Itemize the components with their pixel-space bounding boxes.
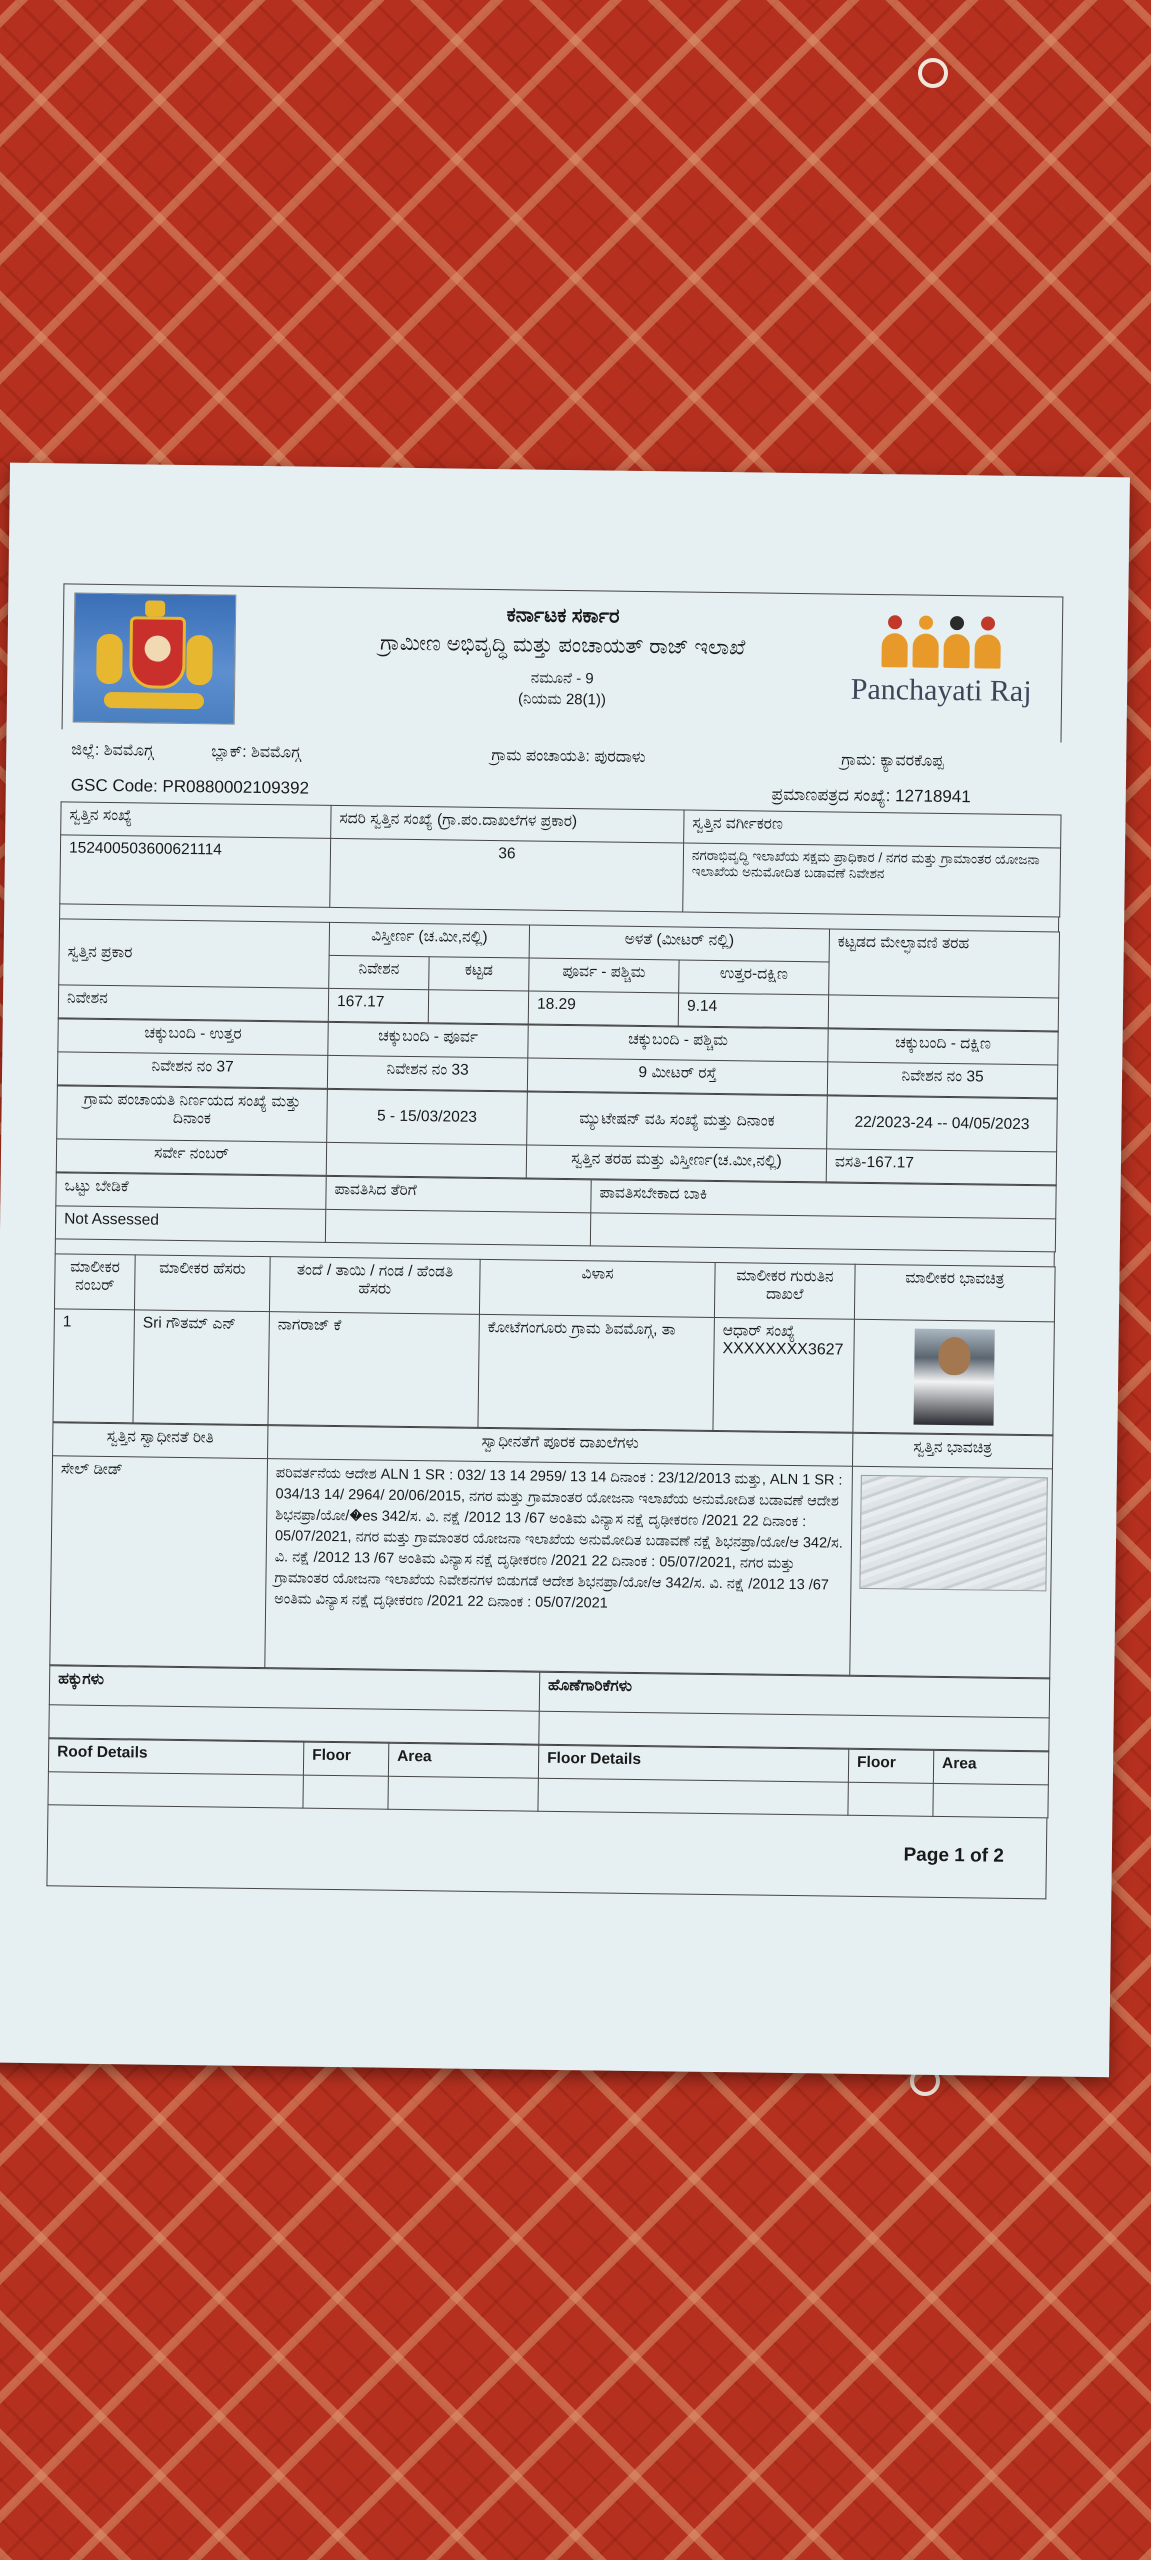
survey-number <box>326 1142 526 1178</box>
form-number: ನಮೂನೆ - 9 <box>530 669 594 688</box>
old-number: 36 <box>330 838 684 912</box>
supporting-docs-header: ಸ್ವಾಧೀನತೆಗೆ ಪೂರಕ ದಾಖಲೆಗಳು <box>268 1426 853 1467</box>
panchayati-raj-text: Panchayati Raj <box>850 672 1032 709</box>
thread-loop <box>918 58 948 88</box>
resolution-table <box>56 1085 1058 1185</box>
form-9-document <box>46 583 1063 1899</box>
owner-name: Sri ಗೌತಮ್ ಎನ್ <box>133 1310 269 1425</box>
survey-number-header: ಸರ್ವೇ ನಂಬರ್ <box>56 1139 326 1176</box>
balance-due <box>590 1213 1055 1252</box>
taluk: ಬ್ಲಾಕ್: ಶಿವಮೊಗ್ಗ <box>211 743 301 762</box>
dimensions-header: ಅಳತೆ (ಮೀಟರ್ ನಲ್ಲಿ) <box>529 925 829 962</box>
owner-photo <box>913 1329 994 1426</box>
south-boundary: ನಿವೇಶನ ನಂ 35 <box>827 1062 1057 1098</box>
roof-details-header: Roof Details <box>48 1739 303 1775</box>
classification: ನಗರಾಭಿವೃದ್ಧಿ ಇಲಾಖೆಯ ಸಕ್ಷಮ ಪ್ರಾಧಿಕಾರ / ನಗರ ಮತ್ತು ಗ್ರಾಮಾಂತರ ಯೋಜನಾ ಇಲಾಖೆಯ ಅನುಮೋದಿತ ಬಡಾವಣೆ ನಿವೇಶನ <box>683 843 1061 917</box>
gp-resolution: 5 - 15/03/2023 <box>327 1089 528 1145</box>
floor-cell <box>303 1775 388 1809</box>
property-type: ನಿವೇಶನ <box>58 985 328 1022</box>
old-number-header: ಸದರಿ ಸ್ವತ್ತಿನ ಸಂಖ್ಯೆ (ಗ್ರಾ.ಪಂ.ದಾಖಲೆಗಳ ಪ್ರಕಾರ) <box>331 805 684 843</box>
owner-address: ಕೋಟೆಗಂಗೂರು ಗ್ರಾಮ ಶಿವಮೊಗ್ಗ, ತಾ <box>478 1314 714 1430</box>
supporting-docs: ಪರಿವರ್ತನೆಯ ಆದೇಶ ALN 1 SR : 032/ 13 14 2959/ 13 14 ದಿನಾಂಕ : 23/12/2013 ಮತ್ತು, ALN 1 SR : 034/13 14/ 2964/ 20/06/2015, ನಗರ ಮತ್ತು ಗ್ರಾಮಾಂತರ ಯೋಜನಾ ಇಲಾಖೆಯ ಅನುಮೋದಿತ ಬಡಾವಣೆ ಆದೇಶ ಶಿಭನಪ್ರಾ/ಯೋ/�es 342/ಸ. ವಿ. ನಕ್ಷೆ /2012 13 /67 ಅಂತಿಮ ವಿನ್ಯಾಸ ನಕ್ಷೆ ದೃಢೀಕರಣ /2021 22 ದಿನಾಂಕ : 05/07/2021, ನಗರ ಮತ್ತು ಗ್ರಾಮಾಂತರ ಯೋಜನಾ ಇಲಾಖೆಯ ಅನುಮೋದಿತ ಬಡಾವಣೆ ನಕ್ಷೆ ಶಿಭನಪ್ರಾ/ಯೋ/ಆ 342/ಸ. ವಿ. ನಕ್ಷೆ /2012 13 /67 ಅಂತಿಮ ವಿನ್ಯಾಸ ನಕ್ಷೆ ದೃಢೀಕರಣ /2021 22 ದಿನಾಂಕ : 05/07/2021, ನಗರ ಮತ್ತು ಗ್ರಾಮಾಂತರ ಯೋಜನಾ ಇಲಾಖೆಯ ನಿವೇಶನಗಳ ಬಿಡುಗಡೆ ಆದೇಶ ಶಿಭನಪ್ರಾ/ಯೋ/ಆ 342/ಸ. ವಿ. ನಕ್ಷೆ /2012 13 /67 ಅಂತಿಮ ವಿನ್ಯಾಸ ನಕ್ಷೆ ದೃಢೀಕರಣ /2021 22 ದಿನಾಂಕ : 05/07/2021 <box>265 1459 853 1676</box>
document-paper <box>0 463 1130 2078</box>
west-boundary: 9 ಮೀಟರ್ ರಸ್ತೆ <box>527 1058 827 1095</box>
floor-header-2: Floor <box>848 1749 933 1783</box>
total-demand-header: ಒಟ್ಟು ಬೇಡಿಕೆ <box>56 1173 326 1210</box>
panchayati-raj-arches-icon <box>881 615 1002 669</box>
property-type-header: ಸ್ವತ್ತಿನ ಪ್ರಕಾರ <box>59 919 330 989</box>
area-header-1: Area <box>388 1743 538 1778</box>
relation-name: ನಾಗರಾಜ್ ಕೆ <box>268 1312 479 1428</box>
acquisition-mode: ಸೇಲ್ ಡೀಡ್ <box>50 1456 268 1668</box>
acquisition-table <box>49 1422 1053 1678</box>
mutation-header: ಮ್ಯುಟೇಷನ್ ವಹಿ ಸಂಖ್ಯೆ ಮತ್ತು ದಿನಾಂಕ <box>527 1092 828 1149</box>
classification-header: ಸ್ವತ್ತಿನ ವರ್ಗೀಕರಣ <box>684 810 1061 848</box>
property-photo <box>859 1475 1047 1591</box>
address-header: ವಿಳಾಸ <box>479 1259 715 1317</box>
property-photo-cell <box>850 1466 1053 1678</box>
tax-paid-header: ಪಾವತಿಸಿದ ತೆರಿಗೆ <box>326 1176 591 1212</box>
property-id-header: ಸ್ವತ್ತಿನ ಸಂಖ್ಯೆ <box>61 802 331 839</box>
gsc-code: GSC Code: PR0880002109392 <box>70 775 310 798</box>
district: ಜಿಲ್ಲೆ: ಶಿವಮೊಗ್ಗ <box>71 741 154 760</box>
tax-paid <box>325 1209 590 1245</box>
property-id: 152400503600621114 <box>60 835 331 908</box>
page-number: Page 1 of 2 <box>903 1844 1005 1867</box>
mutation: 22/2023-24 -- 04/05/2023 <box>827 1096 1058 1152</box>
rule-number: (ನಿಯಮ 28(1)) <box>517 690 607 709</box>
roof-type <box>828 995 1058 1031</box>
north-south: 9.14 <box>678 993 828 1028</box>
floor-cell <box>388 1776 538 1811</box>
floor-cell <box>933 1783 1048 1818</box>
gp-resolution-header: ಗ್ರಾಮ ಪಂಚಾಯತಿ ನಿರ್ಣಯದ ಸಂಖ್ಯೆ ಮತ್ತು ದಿನಾಂಕ <box>57 1086 328 1143</box>
panchayati-raj-logo <box>841 615 1042 728</box>
east-west-header: ಪೂರ್ವ - ಪಶ್ಚಿಮ <box>529 958 679 993</box>
type-and-area-header: ಸ್ವತ್ತಿನ ತರಹ ಮತ್ತು ವಿಸ್ತೀರ್ಣ(ಚ.ಮೀ,ನಲ್ಲಿ) <box>526 1145 826 1182</box>
id-proof <box>713 1317 854 1432</box>
village: ಗ್ರಾಮ: ಕ್ಯಾವರಕೊಪ್ಪ <box>841 751 944 770</box>
south-boundary-header: ಚಕ್ಕುಬಂದಿ - ದಕ್ಷಿಣ <box>828 1029 1058 1065</box>
floor-cell <box>848 1782 933 1816</box>
id-proof-label: ಆಧಾರ್ ಸಂಖ್ಯೆ <box>722 1322 796 1341</box>
type-and-area: ವಸತಿ-167.17 <box>826 1149 1056 1185</box>
area-header: ವಿಸ್ತೀರ್ಣ (ಚ.ಮೀ,ನಲ್ಲಿ) <box>329 922 529 958</box>
id-proof-number: XXXXXXXX3627 <box>722 1340 844 1359</box>
east-west: 18.29 <box>528 991 678 1026</box>
east-boundary-header: ಚಕ್ಕುಬಂದಿ - ಪೂರ್ವ <box>328 1022 528 1058</box>
west-boundary-header: ಚಕ್ಕುಬಂದಿ - ಪಶ್ಚಿಮ <box>528 1025 828 1062</box>
relation-name-header: ತಂದೆ / ತಾಯಿ / ಗಂಡ / ಹೆಂಡತಿ ಹೆಸರು <box>269 1257 480 1315</box>
site-area: 167.17 <box>328 988 428 1022</box>
floor-cell <box>538 1778 848 1815</box>
id-proof-header: ಮಾಲೀಕರ ಗುರುತಿನ ದಾಖಲೆ <box>714 1262 855 1319</box>
area-header-2: Area <box>933 1750 1048 1785</box>
site-header: ನಿವೇಶನ <box>329 955 429 989</box>
owner-photo-cell <box>853 1319 1054 1435</box>
document-footer <box>46 1805 1047 1899</box>
document-header <box>62 583 1064 742</box>
total-demand: Not Assessed <box>55 1206 325 1243</box>
rights-table <box>48 1665 1050 1751</box>
owner-number-header: ಮಾಲೀಕರ ನಂಬರ್ <box>54 1254 135 1310</box>
north-boundary: ನಿವೇಶನ ನಂ 37 <box>57 1052 327 1089</box>
liabilities-header: ಹೊಣೆಗಾರಿಕೆಗಳು <box>539 1672 1049 1718</box>
building-header: ಕಟ್ಟಡ <box>429 957 529 991</box>
building-area <box>428 990 528 1024</box>
property-photo-header: ಸ್ವತ್ತಿನ ಭಾವಚಿತ್ರ <box>852 1433 1052 1469</box>
floor-cell <box>48 1772 303 1808</box>
rights-header: ಹಕ್ಕುಗಳು <box>49 1666 539 1711</box>
east-boundary: ನಿವೇಶನ ನಂ 33 <box>327 1055 527 1091</box>
department-title: ಗ್ರಾಮೀಣ ಅಭಿವೃದ್ಧಿ ಮತ್ತು ಪಂಚಾಯತ್ ರಾಜ್ ಇಲಾಖೆ <box>379 631 746 660</box>
owner-photo-header: ಮಾಲೀಕರ ಭಾವಚಿತ್ರ <box>854 1264 1055 1322</box>
owner-number: 1 <box>53 1309 134 1423</box>
acquisition-mode-header: ಸ್ವತ್ತಿನ ಸ್ವಾಧೀನತೆ ರೀತಿ <box>53 1423 268 1459</box>
gov-title: ಕರ್ನಾಟಕ ಸರ್ಕಾರ <box>506 604 620 628</box>
property-table <box>59 801 1061 917</box>
owner-name-header: ಮಾಲೀಕರ ಹೆಸರು <box>134 1255 270 1312</box>
floor-details-header: Floor Details <box>538 1745 848 1782</box>
owner-table <box>52 1253 1055 1435</box>
gram-panchayat: ಗ್ರಾಮ ಪಂಚಾಯತಿ: ಪುರದಾಳು <box>491 746 646 767</box>
floor-header: Floor <box>303 1742 388 1776</box>
roof-type-header: ಕಟ್ಟಡದ ಮೇಲ್ಛಾವಣಿ ತರಹ <box>829 929 1060 998</box>
area-table <box>58 918 1060 1031</box>
certificate-number: ಪ್ರಮಾಣಪತ್ರದ ಸಂಖ್ಯೆ: 12718941 <box>771 784 971 807</box>
balance-due-header: ಪಾವತಿಸಬೇಕಾದ ಬಾಕಿ <box>591 1180 1056 1219</box>
north-south-header: ಉತ್ತರ-ದಕ್ಷಿಣ <box>679 960 829 995</box>
north-boundary-header: ಚಕ್ಕುಬಂದಿ - ಉತ್ತರ <box>58 1019 328 1056</box>
